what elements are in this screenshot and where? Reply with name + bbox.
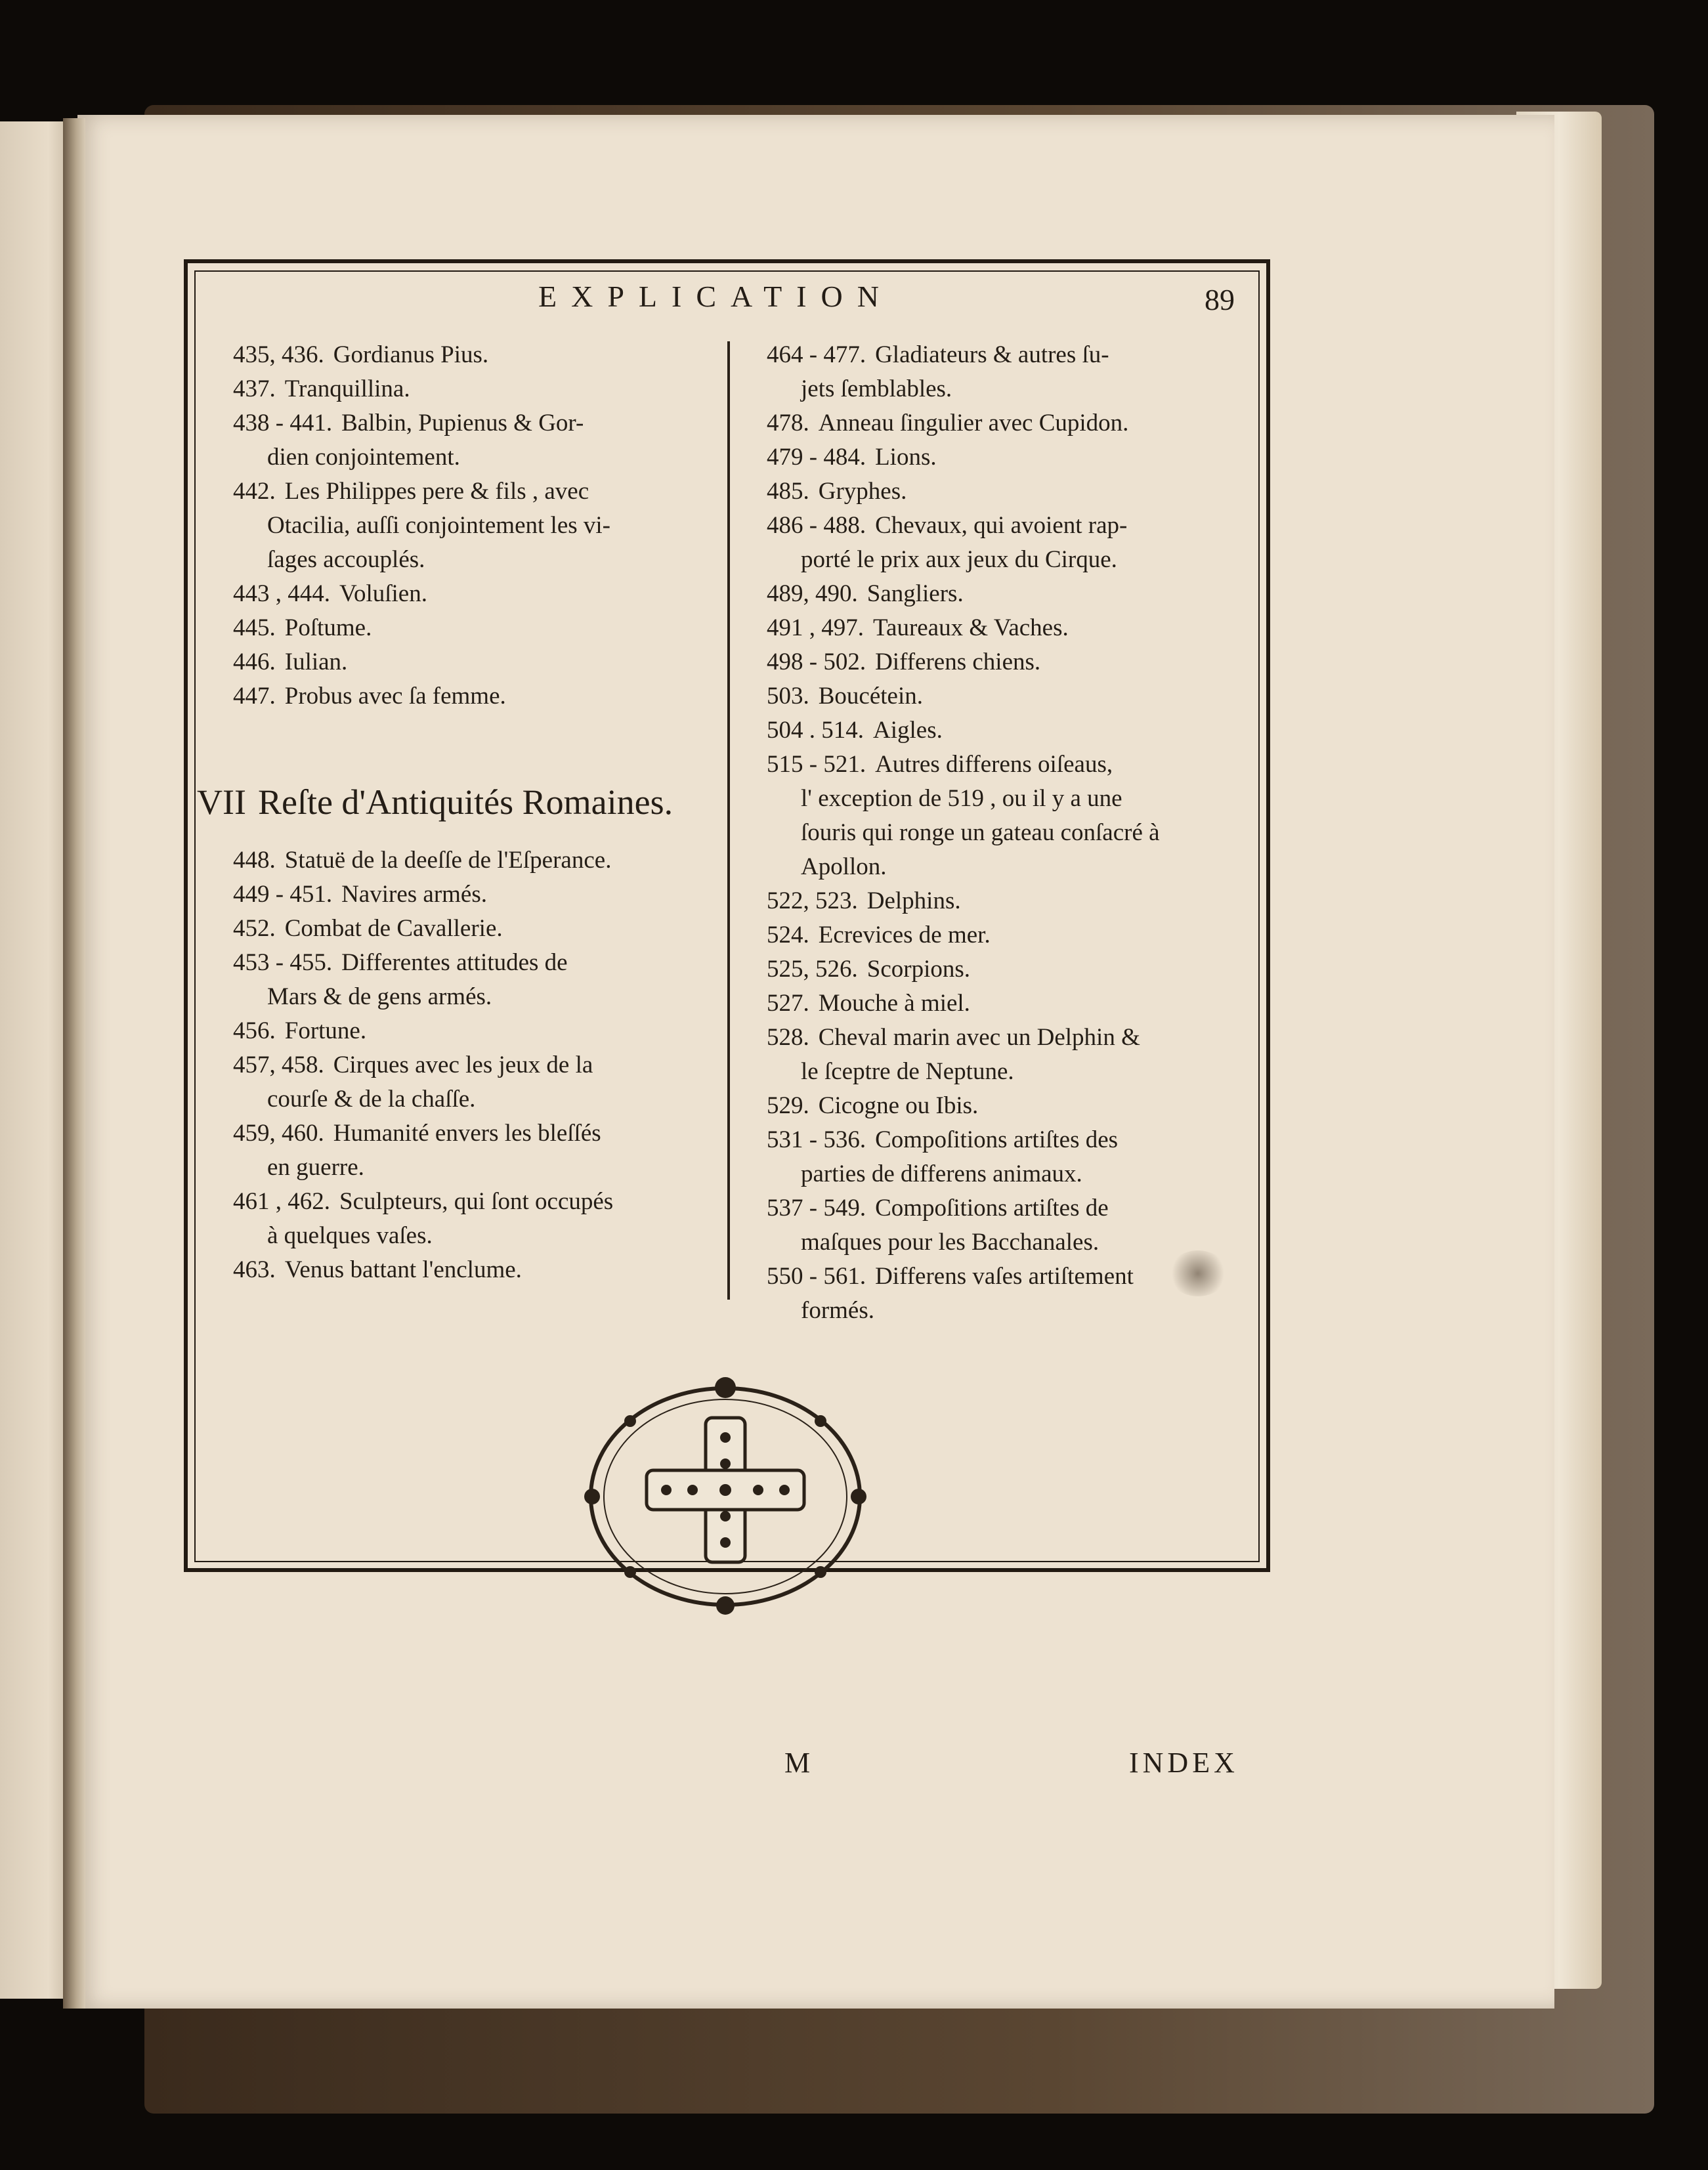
- entry-continuation: jets ſemblables.: [801, 375, 952, 402]
- index-entry: [767, 987, 1256, 1021]
- entry-continuation: en guerre.: [267, 1154, 364, 1181]
- entry-number: 503.: [767, 683, 809, 710]
- entry-continuation: Otacilia, auſſi conjointement les vi-: [267, 512, 610, 539]
- index-entry: [767, 918, 1256, 952]
- entry-text: Aigles.: [873, 717, 943, 744]
- entry-continuation: ſages accouplés.: [267, 546, 425, 573]
- entry-number: 438 - 441.: [233, 410, 333, 436]
- section-heading: [197, 781, 673, 823]
- index-entry: [233, 1014, 725, 1048]
- index-entry: [767, 475, 1256, 509]
- entry-text: Scorpions.: [866, 956, 970, 983]
- entry-text: Navires armés.: [341, 881, 487, 908]
- index-entry: [767, 884, 1256, 918]
- entry-number: 479 - 484.: [767, 444, 866, 471]
- entry-text: Les Philippes pere & fils , avec: [284, 478, 589, 505]
- entry-text: Tranquillina.: [284, 375, 410, 402]
- entry-number: 489, 490.: [767, 580, 858, 607]
- entry-text: Iulian.: [284, 649, 348, 675]
- entry-text: Probus avec ſa femme.: [284, 683, 506, 710]
- entry-text: Mouche à miel.: [818, 990, 970, 1017]
- entry-text: Differens chiens.: [875, 649, 1041, 675]
- entry-text: Poſtume.: [284, 614, 372, 641]
- index-entry: [233, 611, 725, 645]
- index-entry: [233, 1185, 725, 1219]
- cross-wreath-ornament: [565, 1365, 886, 1628]
- entry-text: Cicogne ou Ibis.: [818, 1092, 979, 1119]
- index-entry: [767, 509, 1256, 543]
- entry-number: 486 - 488.: [767, 512, 866, 539]
- entry-text: Voluſien.: [339, 580, 427, 607]
- entry-continuation: dien conjointement.: [267, 444, 460, 471]
- index-entry: [233, 645, 725, 679]
- entry-text: Humanité envers les bleſſés: [333, 1120, 601, 1147]
- entry-number: 529.: [767, 1092, 809, 1119]
- entry-text: Compoſitions artiſtes de: [875, 1195, 1109, 1222]
- index-entry: [233, 912, 725, 946]
- index-entry: [767, 1123, 1256, 1157]
- index-entry: [233, 338, 725, 372]
- entry-text: Ecrevices de mer.: [818, 922, 991, 948]
- index-entry: [233, 843, 725, 878]
- signature-mark: M: [784, 1747, 811, 1779]
- index-entry: [767, 952, 1256, 987]
- section-title: Reſte d'Antiquités Romaines.: [257, 782, 673, 822]
- entry-continuation: courſe & de la chaſſe.: [267, 1086, 476, 1113]
- entry-number: 524.: [767, 922, 809, 948]
- entry-number: 464 - 477.: [767, 341, 866, 368]
- entry-number: 443 , 444.: [233, 580, 330, 607]
- entry-number: 491 , 497.: [767, 614, 864, 641]
- entry-text: Taureaux & Vaches.: [873, 614, 1069, 641]
- index-entry: [767, 748, 1256, 782]
- entry-text: Gryphes.: [818, 478, 907, 505]
- right-column: [767, 338, 1256, 1328]
- entry-number: 445.: [233, 614, 276, 641]
- index-entry: [767, 338, 1256, 372]
- entry-text: Boucétein.: [818, 683, 924, 710]
- index-entry: [767, 713, 1256, 748]
- entry-continuation: maſques pour les Bacchanales.: [801, 1229, 1100, 1256]
- entry-continuation: Apollon.: [801, 853, 887, 880]
- entry-number: 515 - 521.: [767, 751, 866, 778]
- entry-text: Delphins.: [866, 887, 961, 914]
- index-entry: [233, 406, 725, 440]
- entry-number: 461 , 462.: [233, 1188, 330, 1215]
- entry-number: 531 - 536.: [767, 1126, 866, 1153]
- entry-number: 485.: [767, 478, 809, 505]
- entry-text: Chevaux, qui avoient rap-: [875, 512, 1128, 539]
- entry-text: Differentes attitudes de: [341, 949, 568, 976]
- entry-continuation: l' exception de 519 , ou il y a une: [801, 785, 1122, 812]
- entry-number: 459, 460.: [233, 1120, 324, 1147]
- index-entry: [233, 475, 725, 509]
- entry-number: 435, 436.: [233, 341, 324, 368]
- left-column: [233, 338, 725, 713]
- index-entry: [767, 1021, 1256, 1055]
- entry-number: 537 - 549.: [767, 1195, 866, 1222]
- entry-text: Fortune.: [284, 1017, 367, 1044]
- entry-text: Gordianus Pius.: [333, 341, 489, 368]
- index-entry: [767, 406, 1256, 440]
- foxing-stain: [1168, 1250, 1228, 1296]
- index-entry: [233, 946, 725, 980]
- index-entry: [233, 1117, 725, 1151]
- entry-continuation: Mars & de gens armés.: [267, 983, 492, 1010]
- index-entry: [233, 1253, 725, 1287]
- index-entry: [233, 372, 725, 406]
- entry-continuation: ſouris qui ronge un gateau conſacré à: [801, 819, 1160, 846]
- entry-text: Cirques avec les jeux de la: [333, 1052, 593, 1078]
- section-entries: [233, 843, 725, 1287]
- entry-text: Anneau ſingulier avec Cupidon.: [818, 410, 1129, 436]
- entry-number: 449 - 451.: [233, 881, 333, 908]
- entry-number: 446.: [233, 649, 276, 675]
- index-entry: [767, 577, 1256, 611]
- entry-number: 456.: [233, 1017, 276, 1044]
- page-number: 89: [1205, 283, 1235, 316]
- entry-number: 550 - 561.: [767, 1263, 866, 1290]
- entry-number: 478.: [767, 410, 809, 436]
- entry-number: 525, 526.: [767, 956, 858, 983]
- entry-number: 463.: [233, 1256, 276, 1283]
- entry-number: 457, 458.: [233, 1052, 324, 1078]
- entry-text: Statuë de la deeſſe de l'Eſperance.: [284, 847, 612, 874]
- entry-text: Venus battant l'enclume.: [284, 1256, 522, 1283]
- index-entry: [767, 645, 1256, 679]
- entry-number: 528.: [767, 1024, 809, 1051]
- entry-number: 452.: [233, 915, 276, 942]
- entry-text: Gladiateurs & autres ſu-: [875, 341, 1109, 368]
- entry-text: Lions.: [875, 444, 937, 471]
- entry-number: 522, 523.: [767, 887, 858, 914]
- entry-continuation: le ſceptre de Neptune.: [801, 1058, 1014, 1085]
- entry-continuation: à quelques vaſes.: [267, 1222, 433, 1249]
- entry-continuation: formés.: [801, 1297, 874, 1324]
- index-entry: [233, 1048, 725, 1082]
- entry-text: Differens vaſes artiſtement: [875, 1263, 1134, 1290]
- index-entry: [233, 679, 725, 713]
- index-entry: [233, 878, 725, 912]
- entry-number: 437.: [233, 375, 276, 402]
- entry-number: 448.: [233, 847, 276, 874]
- book-gutter: [63, 118, 85, 2009]
- entry-number: 447.: [233, 683, 276, 710]
- entry-number: 442.: [233, 478, 276, 505]
- entry-text: Autres differens oiſeaus,: [875, 751, 1113, 778]
- entry-number: 453 - 455.: [233, 949, 333, 976]
- catchword: INDEX: [1129, 1747, 1239, 1779]
- entry-number: 527.: [767, 990, 809, 1017]
- entry-text: Cheval marin avec un Delphin &: [818, 1024, 1140, 1051]
- index-entry: [233, 577, 725, 611]
- entry-text: Balbin, Pupienus & Gor-: [341, 410, 584, 436]
- index-entry: [767, 611, 1256, 645]
- index-entry: [767, 1089, 1256, 1123]
- entry-text: Compoſitions artiſtes des: [875, 1126, 1119, 1153]
- index-entry: [767, 679, 1256, 713]
- entry-continuation: parties de differens animaux.: [801, 1160, 1082, 1187]
- running-head: EXPLICATION: [538, 280, 893, 313]
- section-number: VII: [197, 782, 246, 822]
- entry-number: 498 - 502.: [767, 649, 866, 675]
- entry-text: Sangliers.: [866, 580, 964, 607]
- entry-text: Combat de Cavallerie.: [284, 915, 503, 942]
- entry-number: 504 . 514.: [767, 717, 864, 744]
- index-entry: [767, 440, 1256, 475]
- entry-text: Sculpteurs, qui ſont occupés: [339, 1188, 614, 1215]
- entry-continuation: porté le prix aux jeux du Cirque.: [801, 546, 1117, 573]
- index-entry: [767, 1191, 1256, 1225]
- column-rule: [727, 341, 730, 1300]
- facing-page-edge: [0, 121, 69, 1999]
